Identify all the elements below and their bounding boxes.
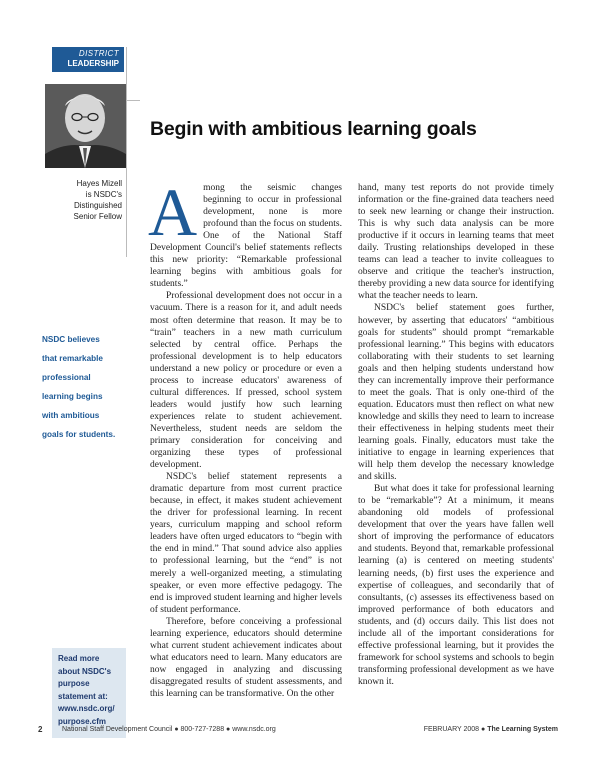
caption-line: is NSDC's: [85, 190, 122, 199]
caption-line: Senior Fellow: [73, 212, 122, 221]
footer-org: National Staff Development Council ● 800-727-7288 ● www.nsdc.org: [62, 726, 276, 733]
read-more-line: statement at:: [58, 691, 108, 701]
author-caption: [40, 178, 122, 222]
horizontal-divider: [126, 100, 140, 101]
vertical-divider: [126, 47, 127, 257]
page-number: 2: [38, 725, 43, 734]
paragraph: [148, 174, 342, 290]
pull-quote: [42, 330, 126, 444]
article-column-1: [148, 174, 342, 700]
paragraph: Therefore, before conceiving a professional learning experience, educators should determine what current student achievement indicates about what educators need to learn. Many educators are now engaged in analyzing and discussing disaggregated results of student assessments, and this learning can be transformative. On the other: [150, 616, 342, 699]
caption-line: Distinguished: [73, 201, 122, 210]
pull-quote-line: goals for students.: [42, 430, 116, 439]
publication-name: The Learning System: [487, 726, 558, 733]
badge-line-1: DISTRICT: [78, 49, 119, 58]
pull-quote-line: professional: [42, 373, 91, 382]
author-photo: [45, 84, 126, 168]
paragraph-text: mong the seismic changes beginning to occur in professional development, none is more profound than the focus on students. One of the National Staff Development Council's belief statements reflects this new priority: “Remarkable professional learning begins with ambitious goals for students.”: [150, 183, 342, 290]
paragraph: hand, many test reports do not provide timely information or the fine-grained data teachers need to seek new learning or change their instruction. This is why such data analysis can be more productive if it occurs in learning teams that meet daily. Trusting relationships developed in these teams can lead a teacher to invite colleagues to observe and critique the teacher's instruction, thereby providing a new data source for identifying what the teacher needs to learn.: [358, 183, 554, 302]
pull-quote-line: that remarkable: [42, 354, 103, 363]
article-title: Begin with ambitious learning goals: [150, 118, 477, 140]
read-more-line: purpose: [58, 679, 90, 689]
issue-date: FEBRUARY 2008 ●: [423, 726, 486, 733]
section-badge: [52, 47, 124, 72]
article-column-2: [358, 182, 554, 688]
caption-line: Hayes Mizell: [76, 179, 122, 188]
read-more-line: about NSDC's: [58, 666, 112, 676]
page-footer: [38, 725, 558, 737]
paragraph: But what does it take for professional learning to be “remarkable”? At a minimum, it means abandoning old models of professional development that over the years have fallen well short of improving the performance of educators and students. Beyond that, remarkable professional learning (a) is centered on meeting students' learning needs, (b) first uses the experience and expertise of colleagues, and secondarily that of consultants, (c) assesses its effectiveness based on improved performance of both educators and students, and (d) occurs daily. This list does not include all of the important considerations for effective professional learning, but it provides the framework for school systems and schools to begin transforming professional development as we have known it.: [358, 484, 554, 687]
pull-quote-line: with ambitious: [42, 411, 100, 420]
pull-quote-line: learning begins: [42, 392, 103, 401]
author-portrait-icon: [45, 84, 126, 168]
paragraph: Professional development does not occur in a vacuum. There is a reason for it, and adult needs most often determine that reason. It may be to “train” teachers in a new math curriculum selected by central office. Perhaps the professional development is to help educators understand a new policy or procedure or even a process to increase educators' awareness of cultural differences. If pressed, school system leaders would justify how such learning experiences relate to student achievement. Nevertheless, student needs are seldom the primary consideration for conceiving and organizing these types of professional development.: [150, 291, 342, 471]
read-more-link[interactable]: purpose.cfm: [58, 716, 107, 726]
read-more-line: Read more: [58, 654, 100, 663]
read-more-link[interactable]: www.nsdc.org/: [58, 704, 115, 714]
footer-issue: [424, 726, 558, 733]
drop-cap: A: [148, 174, 198, 250]
left-sidebar: [0, 0, 126, 726]
pull-quote-line: NSDC believes: [42, 335, 100, 344]
paragraph: NSDC's belief statement goes further, however, by asserting that educators' “ambitious goals for students” should prompt “remarkable professional learning.” This begins with educators collaborating with their students to set learning goals and then helping students understand how they can incrementally improve their performance to meet the goals. That is only one-third of the equation. Educators must then reflect on what new knowledge and skills they need to learn to increase their effectiveness in helping students meet their learning goals. Finally, educators must take the initiative to engage in learning experiences that will help them develop the necessary knowledge and skills.: [358, 303, 554, 483]
paragraph: NSDC's belief statement represents a dramatic departure from most current practice because, in effect, it makes student achievement the driver for professional learning. In recent years, curriculum mapping and school reform leaders have often urged educators to “begin with the end in mind.” That sound advice also applies to professional learning, but the “end” is not merely a well-organized meeting, a stimulating speaker, or even more effective pedagogy. The end is improved student learning and higher levels of student performance.: [150, 472, 342, 615]
badge-line-2: LEADERSHIP: [67, 59, 119, 68]
